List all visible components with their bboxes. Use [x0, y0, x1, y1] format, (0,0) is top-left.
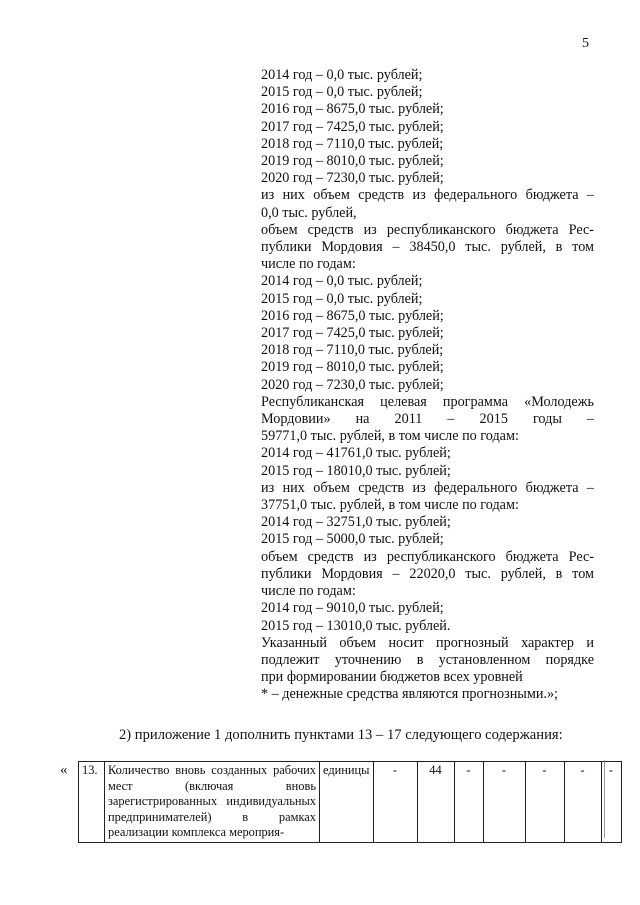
- text-line: 37751,0 тыс. рублей, в том числе по годам:: [261, 497, 519, 514]
- text-line: 2014 год – 41761,0 тыс. рублей;: [261, 445, 451, 462]
- page-number: 5: [582, 36, 589, 51]
- text-line: 2015 год – 18010,0 тыс. рублей;: [261, 462, 451, 479]
- text-line: 2020 год – 7230,0 тыс. рублей;: [261, 170, 444, 187]
- text-line: 2015 год – 0,0 тыс. рублей;: [261, 84, 423, 101]
- text-line: 2014 год – 32751,0 тыс. рублей;: [261, 514, 451, 531]
- text-line: 0,0 тыс. рублей,: [261, 204, 357, 221]
- text-line: 2014 год – 0,0 тыс. рублей;: [261, 273, 423, 290]
- text-line: 2016 год – 8675,0 тыс. рублей;: [261, 101, 444, 118]
- right-margin-line: [604, 760, 605, 838]
- value-cell-2017: -: [525, 762, 564, 843]
- text-line: 2018 год – 7110,0 тыс. рублей;: [261, 342, 444, 359]
- text-line: подлежит уточнению в установленном порядке: [261, 651, 594, 668]
- text-line: 2015 год – 5000,0 тыс. рублей;: [261, 531, 444, 548]
- value-cell-2018: -: [564, 762, 601, 843]
- value-cell-2015: -: [454, 762, 483, 843]
- text-line: Указанный объем носит прогнозный характер и: [261, 634, 594, 651]
- text-line: публики Мордовия – 22020,0 тыс. рублей, в том: [261, 565, 594, 582]
- text-line: 2019 год – 8010,0 тыс. рублей;: [261, 153, 444, 170]
- table-row: [79, 762, 622, 843]
- text-line: 2014 год – 9010,0 тыс. рублей;: [261, 600, 444, 617]
- text-line: 2020 год – 7230,0 тыс. рублей;: [261, 376, 444, 393]
- document-body-text: [261, 67, 594, 704]
- text-line: 2015 год – 0,0 тыс. рублей;: [261, 290, 423, 307]
- text-line: Республиканская целевая программа «Молодежь: [261, 393, 594, 410]
- text-line: 59771,0 тыс. рублей, в том числе по годам:: [261, 428, 519, 445]
- text-line: 2017 год – 7425,0 тыс. рублей;: [261, 118, 444, 135]
- text-line: 2016 год – 8675,0 тыс. рублей;: [261, 307, 444, 324]
- text-line: из них объем средств из федерального бюджета –: [261, 479, 594, 496]
- row-number-cell: 13.: [79, 762, 105, 843]
- text-line: публики Мордовия – 38450,0 тыс. рублей, в том: [261, 239, 594, 256]
- text-line: при формировании бюджетов всех уровней: [261, 669, 523, 686]
- text-line: объем средств из республиканского бюджета Рес-: [261, 548, 594, 565]
- text-line: числе по годам:: [261, 256, 356, 273]
- text-line: из них объем средств из федерального бюджета –: [261, 187, 594, 204]
- value-cell-2016: -: [483, 762, 525, 843]
- text-line: объем средств из республиканского бюджета Рес-: [261, 221, 594, 238]
- text-line: * – денежные средства являются прогнозными.»;: [261, 686, 558, 703]
- value-cell-2019: -: [601, 762, 621, 843]
- text-line: числе по годам:: [261, 583, 356, 600]
- value-cell-2013: -: [373, 762, 417, 843]
- text-line: Мордовии» на 2011 – 2015 годы –: [261, 411, 594, 428]
- unit-cell: единицы: [320, 762, 374, 843]
- text-line: 2014 год – 0,0 тыс. рублей;: [261, 67, 423, 83]
- value-cell-2014: 44: [417, 762, 454, 843]
- indicator-description-cell: Количество вновь созданных рабочих мест (включая вновь зарегистрированных индивидуальных предпринимателей) в рамках реализации комплекса мероприя-: [105, 762, 320, 843]
- appendix-table: [78, 761, 622, 843]
- amendment-paragraph: 2) приложение 1 дополнить пунктами 13 – 17 следующего содержания:: [119, 727, 563, 743]
- text-line: 2018 год – 7110,0 тыс. рублей;: [261, 135, 444, 152]
- text-line: 2019 год – 8010,0 тыс. рублей;: [261, 359, 444, 376]
- opening-quote-mark: «: [60, 762, 68, 778]
- text-line: 2015 год – 13010,0 тыс. рублей.: [261, 617, 451, 634]
- text-line: 2017 год – 7425,0 тыс. рублей;: [261, 325, 444, 342]
